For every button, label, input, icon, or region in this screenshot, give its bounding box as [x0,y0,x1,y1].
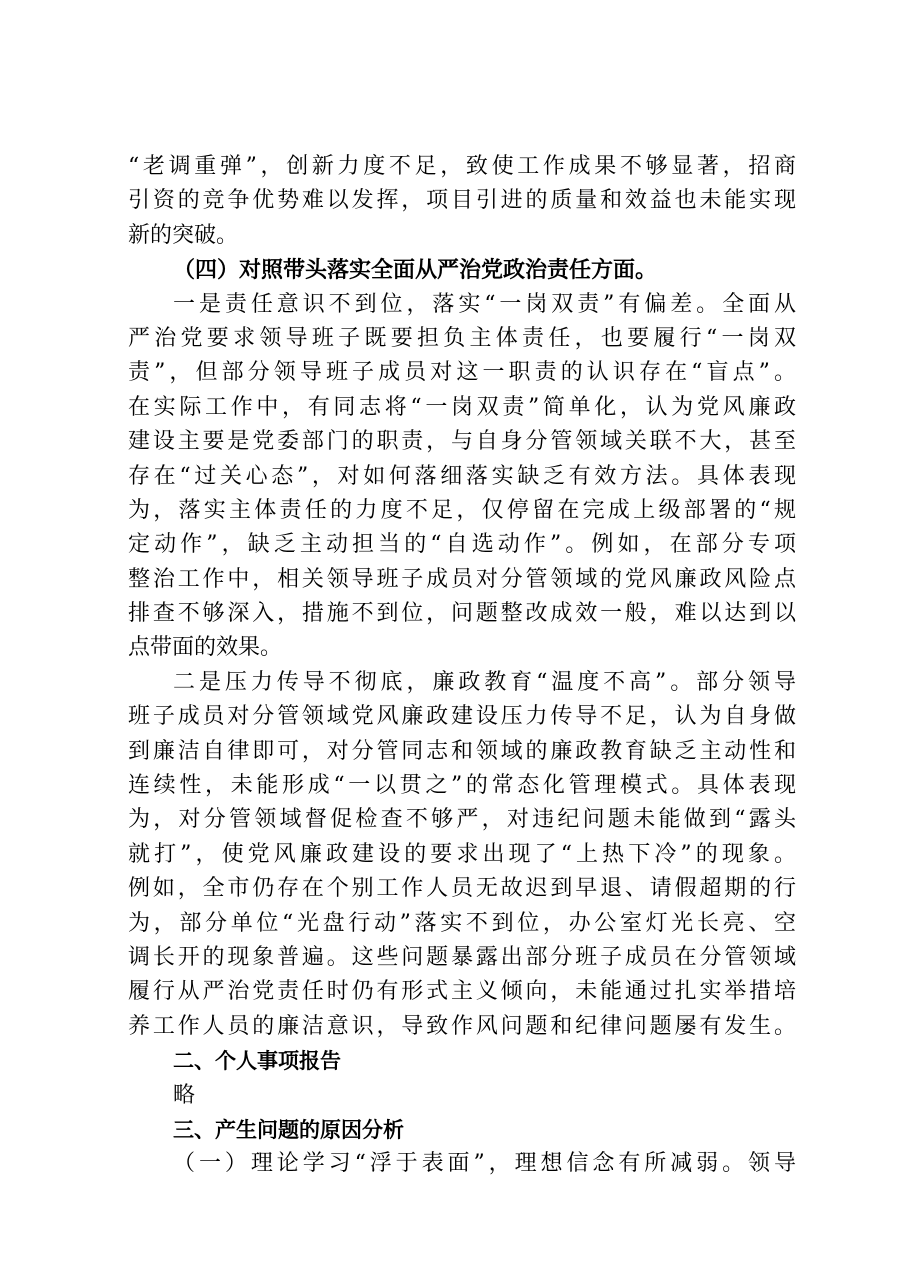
text-line: 建设主要是党委部门的职责，与自身分管领域关联不大，甚至 [128,429,796,455]
text-line: （一）理论学习“浮于表面”，理想信念有所减弱。领导 [173,1151,796,1177]
text-line: 为，部分单位“光盘行动”落实不到位，办公室灯光长亮、空 [128,910,796,936]
section-heading-personal-report: 二、个人事项报告 [173,1049,341,1074]
text-line: 严治党要求领导班子既要担负主体责任，也要履行“一岗双 [128,325,796,351]
text-line: 在实际工作中，有同志将“一岗双责”简单化，认为党风廉政 [128,394,796,420]
text-line: 班子成员对分管领域党风廉政建设压力传导不足，认为自身做 [128,704,796,730]
text-line: 定动作”，缺乏主动担当的“自选动作”。例如，在部分专项 [128,532,796,558]
text-line: 排查不够深入，措施不到位，问题整改成效一般，难以达到以 [128,601,796,627]
text-line: 点带面的效果。 [128,635,283,661]
text-line: 为，落实主体责任的力度不足，仅停留在完成上级部署的“规 [128,497,796,523]
section-heading-cause-analysis: 三、产生问题的原因分析 [173,1117,404,1142]
text-line: 就打”，使党风廉政建设的要求出现了“上热下冷”的现象。 [128,841,796,867]
text-line: 二是压力传导不彻底，廉政教育“温度不高”。部分领导 [173,669,796,695]
text-line: 新的突破。 [128,222,239,248]
text-line: 存在“过关心态”，对如何落细落实缺乏有效方法。具体表现 [128,463,796,489]
text-line: 一是责任意识不到位，落实“一岗双责”有偏差。全面从 [173,291,796,317]
text-line: 整治工作中，相关领导班子成员对分管领域的党风廉政风险点 [128,566,796,592]
text-line: 引资的竞争优势难以发挥，项目引进的质量和效益也未能实现 [128,188,796,214]
text-line: 调长开的现象普遍。这些问题暴露出部分班子成员在分管领域 [128,944,796,970]
text-line: 到廉洁自律即可，对分管同志和领域的廉政教育缺乏主动性和 [128,738,796,764]
text-line: 例如，全市仍存在个别工作人员无故迟到早退、请假超期的行 [128,876,796,902]
subsection-heading: （四）对照带头落实全面从严治党政治责任方面。 [173,257,658,284]
paragraph-pressure [128,666,796,1044]
text-line: 为，对分管领域督促检查不够严，对违纪问题未能做到“露头 [128,807,796,833]
text-line: 责”，但部分领导班子成员对这一职责的认识存在“盲点”。 [128,360,796,386]
text-line: “老调重弹”，创新力度不足，致使工作成果不够显著，招商 [128,154,796,179]
text-line: 养工作人员的廉洁意识，导致作风问题和纪律问题屡有发生。 [128,1013,796,1039]
paragraph-responsibility [128,288,796,666]
section-body-omitted: 略 [173,1082,196,1108]
text-line: 连续性，未能形成“一以贯之”的常态化管理模式。具体表现 [128,773,796,799]
document-body [128,150,796,1182]
text-line: 履行从严治党责任时仍有形式主义倾向，未能通过扎实举措培 [128,979,796,1005]
continued-paragraph [128,150,796,253]
